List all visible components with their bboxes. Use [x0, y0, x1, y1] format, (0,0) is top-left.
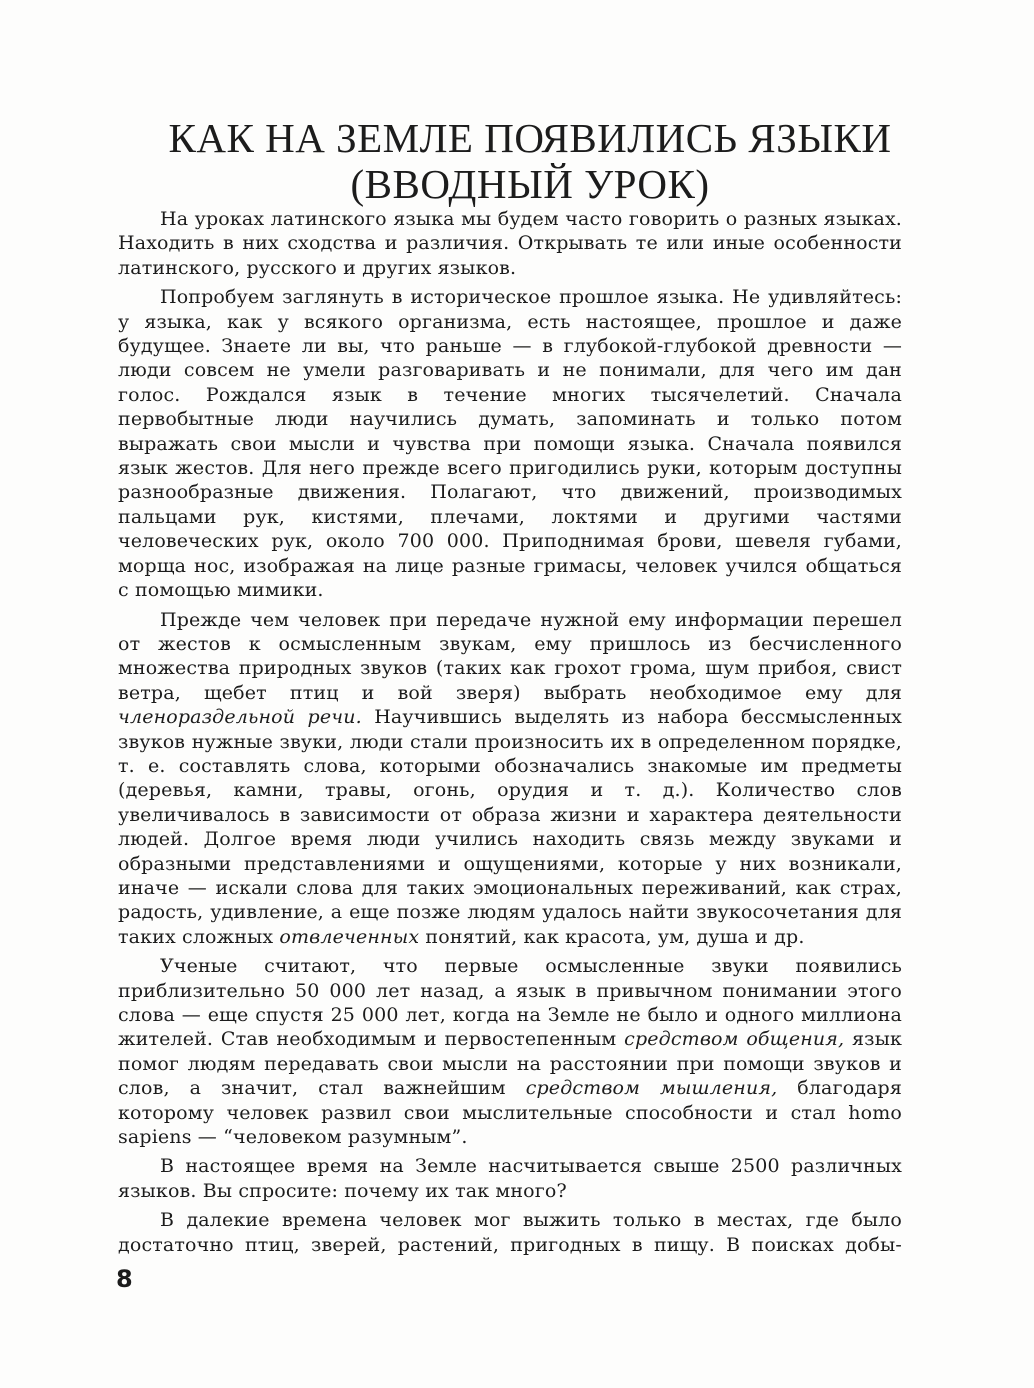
paragraph-6-text: В далекие времена человек мог выжить только в местах, где было достаточно птиц, зверей, растений, пригодных в пищу. В поисках добы- [118, 1209, 902, 1256]
term-means-of-communication: средством общения, [624, 1028, 845, 1051]
paragraph-1-text: На уроках латинского языка мы будем часто говорить о разных языках. Находить в них сходства и различия. Открывать те или иные особенности латинского, русского и других языков. [118, 208, 902, 279]
paragraph-6 [118, 1208, 902, 1257]
term-means-of-thinking: средством мышления, [525, 1077, 778, 1100]
paragraph-3-text-c: понятий, как красота, ум, душа и др. [425, 925, 805, 948]
paragraph-4-text-a: Ученые считают, что первые осмысленные звуки появились приблизительно 50 000 лет назад, а язык в привычном понимании этого слова — еще спустя 25 000 лет, когда на Земле не было и одного миллиона жителей. Став необходимым и первостепенным [118, 955, 902, 1051]
chapter-title-line-2: (ВВОДНЫЙ УРОК) [350, 161, 710, 207]
term-articulate-speech: членораздельной речи. [118, 706, 362, 729]
paragraph-4-text-c: благодаря которому человек развил свои мыслительные способности и стал homo sapiens — “человеком разумным”. [118, 1077, 903, 1149]
chapter-title-line-1: КАК НА ЗЕМЛЕ ПОЯВИЛИСЬ ЯЗЫКИ [168, 115, 892, 161]
paragraph-3-text-a: Прежде чем человек при передаче нужной ему информации перешел от жестов к осмысленным звукам, ему пришлось из бесчисленного множества природных звуков (таких как грохот грома, шум прибоя, свист ветра, щебет птиц и вой зверя) выбрать необходимое ему для [118, 608, 902, 704]
chapter-body [118, 207, 902, 1262]
paragraph-1 [118, 207, 902, 280]
paragraph-5 [118, 1154, 902, 1203]
paragraph-4-text-b: язык помог людям передавать свои мысли на расстоянии при помощи звуков и слов, а значит, стал важнейшим [118, 1028, 902, 1100]
paragraph-2 [118, 285, 902, 602]
paragraph-3 [118, 608, 902, 950]
paragraph-5-text: В настоящее время на Земле насчитывается свыше 2500 различных языков. Вы спросите: почему их так много? [118, 1155, 902, 1202]
page-number: 8 [116, 1265, 133, 1293]
paragraph-2-text: Попробуем заглянуть в историческое прошлое языка. Не удивляйтесь: у языка, как у всякого организма, есть настоящее, прошлое и даже будущее. Знаете ли вы, что раньше — в глубокой-глубокой древности — люди совсем не умели разговаривать и не понимали, для чего им дан голос. Рождался язык в течение многих тысячелетий. Сначала первобытные люди научились думать, запоминать и только потом выражать свои мысли и чувства при помощи языка. Сначала появился язык жестов. Для него прежде всего пригодились руки, которым доступны разнообразные движения. Полагают, что движений, производимых пальцами рук, кистями, плечами, локтями и другими частями человеческих рук, около 700 000. Приподнимая брови, шевеля губами, морща нос, изображая на лице разные гримасы, человек учился общаться с помощью мимики. [118, 286, 902, 602]
paragraph-3-text-b: Научившись выделять из набора бессмысленных звуков нужные звуки, люди стали произносить их в определенном порядке, т. е. составлять слова, которыми обозначались знакомые им предметы (деревья, камни, травы, огонь, орудия и т. д.). Количество слов увеличивалось в зависимости от образа жизни и характера деятельности людей. Долгое время люди учились находить связь между звуками и образными представлениями и ощущениями, которые у них возникали, иначе — искали слова для таких эмоциональных переживаний, как страх, радость, удивление, а еще позже людям удалось найти звукосочетания для таких сложных [118, 706, 902, 948]
paragraph-4 [118, 954, 902, 1149]
term-abstract: отвлеченных [279, 925, 420, 948]
